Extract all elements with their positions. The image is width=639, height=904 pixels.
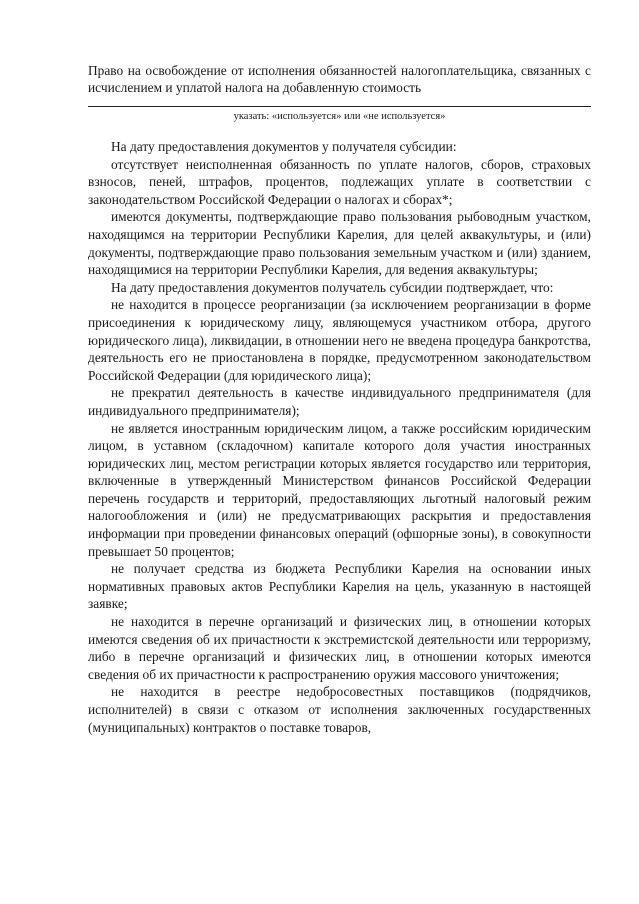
paragraph: не прекратил деятельность в качестве индивидуального предпринимателя (для индивидуального предпринимателя);	[88, 385, 591, 418]
paragraph: не получает средства из бюджета Республики Карелия на основании иных нормативных правовых актов Республики Карелия на цель, указанную в настоящей заявке;	[88, 561, 591, 612]
paragraph: На дату предоставления документов получатель субсидии подтверждает, что:	[111, 279, 554, 295]
paragraph: не находится в процессе реорганизации (за исключением реорганизации в форме присоединения к юридическому лицу, являющемуся участником отбора, другого юридического лица), ликвидации, в отношении него не введена процедура банкротства, деятельность его не приостановлена в порядке, предусмотренном законодательством Российской Федерации (для юридического лица);	[88, 297, 591, 383]
document-heading: Право на освобождение от исполнения обязанностей налогоплательщика, связанных с исчислением и уплатой налога на добавленную стоимость	[88, 63, 591, 95]
fill-in-hint: указать: «используется» или «не используется»	[233, 111, 446, 122]
paragraph: имеются документы, подтверждающие право пользования рыбоводным участком, находящимся на территории Республики Карелия, для целей аквакультуры, и (или) документы, подтверждающие право пользования земельным участком и (или) зданием, находящимися на территории Республики Карелия, для ведения аквакультуры;	[88, 209, 591, 278]
paragraph: отсутствует неисполненная обязанность по уплате налогов, сборов, страховых взносов, пеней, штрафов, процентов, подлежащих уплате в соответствии с законодательством Российской Федерации о налогах и сборах*;	[88, 156, 591, 207]
document-body	[88, 138, 591, 736]
paragraph: не находится в перечне организаций и физических лиц, в отношении которых имеются сведения об их причастности к экстремистской деятельности или терроризму, либо в перечне организаций и физических лиц, в отношении которых имеются сведения об их причастности к распространению оружия массового уничтожения;	[88, 614, 591, 682]
paragraph: не находится в реестре недобросовестных поставщиков (подрядчиков, исполнителей) в связи с отказом от исполнения заключенных государственных (муниципальных) контрактов о поставке товаров,	[88, 684, 591, 735]
paragraph: не является иностранным юридическим лицом, а также российским юридическим лицом, в уставном (складочном) капитале которого доля участия иностранных юридических лиц, местом регистрации которых является государство или территория, включенные в утвержденный Министерством финансов Российской Федерации перечень государств и территорий, предоставляющих льготный налоговый режим налогообложения и (или) не предусматривающих раскрытия и предоставления информации при проведении финансовых операций (офшорные зоны), в совокупности превышает 50 процентов;	[88, 420, 591, 559]
fill-in-line	[88, 106, 591, 107]
paragraph: На дату предоставления документов у получателя субсидии:	[111, 139, 457, 154]
